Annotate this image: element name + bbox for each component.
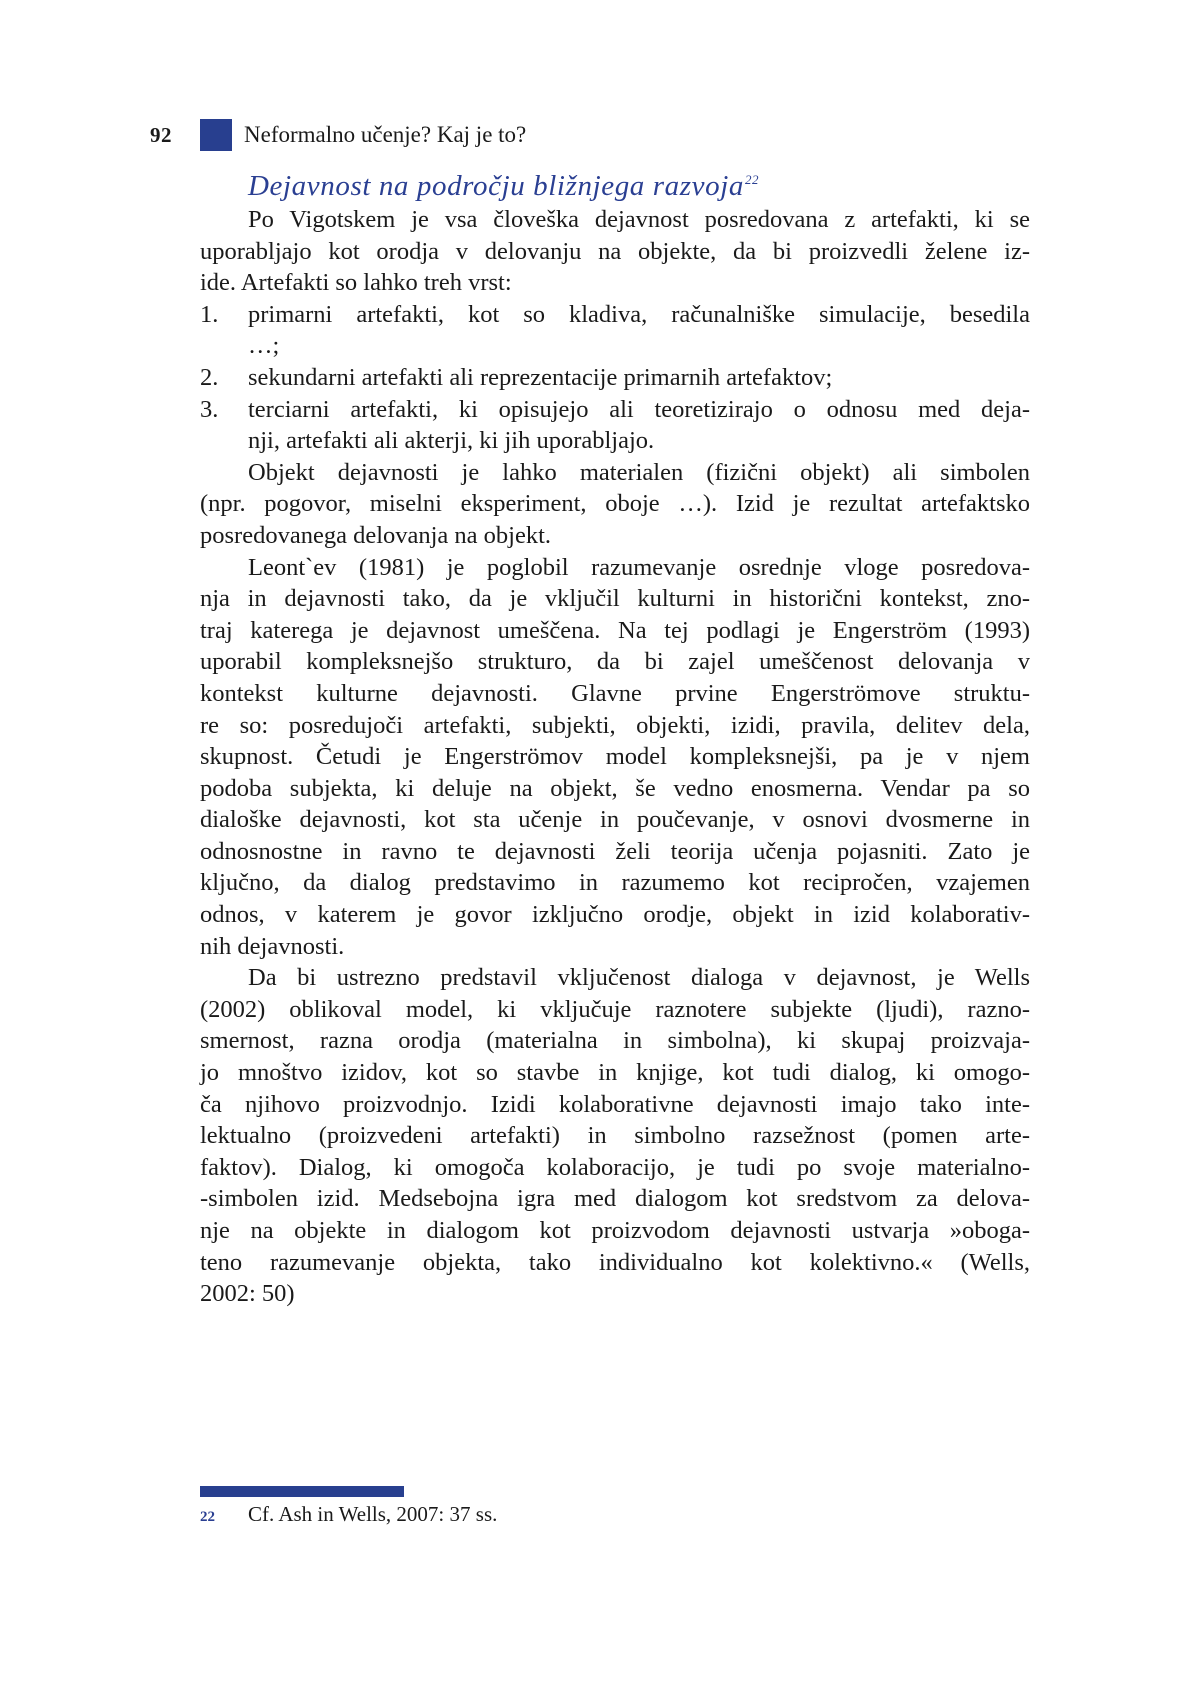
footnote-ref-link[interactable]: 22 xyxy=(744,172,760,187)
list-item-line: nji, artefakti ali akterji, ki jih uporabljajo. xyxy=(248,427,655,455)
list-item-line: …; xyxy=(248,332,280,360)
paragraph-line: smernost, razna orodja (materialna in simbolna), ki skupaj proizvaja- xyxy=(200,1027,1030,1055)
list-item-line: sekundarni artefakti ali reprezentacije primarnih artefaktov; xyxy=(248,363,833,391)
paragraph-line: nih dejavnosti. xyxy=(200,932,345,960)
paragraph-line: nja in dejavnosti tako, da je vključil kulturni in historični kontekst, zno- xyxy=(200,585,1030,613)
paragraph-line: odnos, v katerem je govor izključno orodje, objekt in izid kolaborativ- xyxy=(200,901,1030,929)
paragraph-line: odnosnostne in ravno te dejavnosti želi teorija učenja pojasniti. Zato je xyxy=(200,837,1030,865)
list-item xyxy=(200,362,1030,394)
paragraph-line: nje na objekte in dialogom kot proizvodom dejavnosti ustvarja »oboga- xyxy=(200,1217,1030,1244)
paragraph-line: skupnost. Četudi je Engerströmov model kompleksnejši, pa je v njem xyxy=(200,743,1030,771)
paragraph-line: re so: posredujoči artefakti, subjekti, objekti, izidi, pravila, delitev dela, xyxy=(200,711,1030,739)
paragraph-line: (2002) oblikoval model, ki vključuje raznotere subjekte (ljudi), razno- xyxy=(200,995,1030,1023)
list-number: 1. xyxy=(200,300,219,328)
running-header xyxy=(150,118,526,152)
paragraph-line: ključno, da dialog predstavimo in razumemo kot recipročen, vzajemen xyxy=(200,869,1030,897)
page-number: 92 xyxy=(150,122,172,147)
paragraph-line: 2002: 50) xyxy=(200,1280,295,1308)
footnote xyxy=(200,1502,497,1527)
paragraph-line: podoba subjekta, ki deluje na objekt, še vedno enosmerna. Vendar pa so xyxy=(200,774,1030,802)
paragraph-line: kontekst kulturne dejavnosti. Glavne prvine Engerströmove struktu- xyxy=(200,679,1030,707)
paragraph-line: Objekt dejavnosti je lahko materialen (fizični objekt) ali simbolen xyxy=(248,458,1030,486)
body-text xyxy=(200,204,1030,1310)
list-number: 2. xyxy=(200,363,219,391)
paragraph-line: (npr. pogovor, miselni eksperiment, oboje …). Izid je rezultat artefaktsko xyxy=(200,490,1030,518)
paragraph-line: uporabil kompleksnejšo strukturo, da bi zajel umeščenost delovanja v xyxy=(200,648,1030,676)
paragraph-line: Po Vigotskem je vsa človeška dejavnost posredovana z artefakti, ki se xyxy=(248,206,1030,233)
section-heading xyxy=(248,170,759,203)
paragraph-line: dialoške dejavnosti, kot sta učenje in poučevanje, v osnovi dvosmerne in xyxy=(200,806,1030,834)
paragraph-line: ča njihovo proizvodnjo. Izidi kolaborativne dejavnosti imajo tako inte- xyxy=(200,1090,1030,1118)
paragraph-line: teno razumevanje objekta, tako individualno kot kolektivno.« (Wells, xyxy=(200,1248,1030,1276)
paragraph-line: faktov). Dialog, ki omogoča kolaboracijo, je tudi po svoje materialno- xyxy=(200,1153,1030,1181)
section-heading-text: Dejavnost na področju bližnjega razvoja xyxy=(248,170,744,202)
list-item-continuation xyxy=(200,330,1030,362)
paragraph-line: Da bi ustrezno predstavil vključenost dialoga v dejavnost, je Wells xyxy=(248,964,1030,992)
list-item-line: primarni artefakti, kot so kladiva, računalniške simulacije, besedila xyxy=(248,300,1030,328)
list-item xyxy=(200,394,1030,426)
running-title: Neformalno učenje? Kaj je to? xyxy=(244,122,527,147)
paragraph-line: lektualno (proizvedeni artefakti) in simbolno razsežnost (pomen arte- xyxy=(200,1122,1030,1150)
paragraph-line: posredovanega delovanja na objekt. xyxy=(200,521,552,549)
header-square-marker xyxy=(200,119,232,151)
footnote-text: Cf. Ash in Wells, 2007: 37 ss. xyxy=(248,1502,498,1526)
footnote-separator-rule xyxy=(200,1486,404,1497)
paragraph-line: jo mnoštvo izidov, kot so stavbe in knjige, kot tudi dialog, ki omogo- xyxy=(200,1059,1030,1087)
list-item-continuation xyxy=(200,425,1030,457)
paragraph-line: traj katerega je dejavnost umeščena. Na tej podlagi je Engerström (1993) xyxy=(200,616,1030,644)
footnote-number: 22 xyxy=(200,1509,215,1525)
paragraph-line: -simbolen izid. Medsebojna igra med dialogom kot sredstvom za delova- xyxy=(200,1185,1030,1213)
list-number: 3. xyxy=(200,395,219,423)
paragraph-line: uporabljajo kot orodja v delovanju na objekte, da bi proizvedli želene iz- xyxy=(200,237,1030,265)
list-item xyxy=(200,299,1030,331)
paragraph-line: ide. Artefakti so lahko treh vrst: xyxy=(200,269,512,297)
paragraph-line: Leont`ev (1981) je poglobil razumevanje osrednje vloge posredova- xyxy=(248,553,1030,581)
list-item-line: terciarni artefakti, ki opisujejo ali teoretizirajo o odnosu med deja- xyxy=(248,395,1030,423)
